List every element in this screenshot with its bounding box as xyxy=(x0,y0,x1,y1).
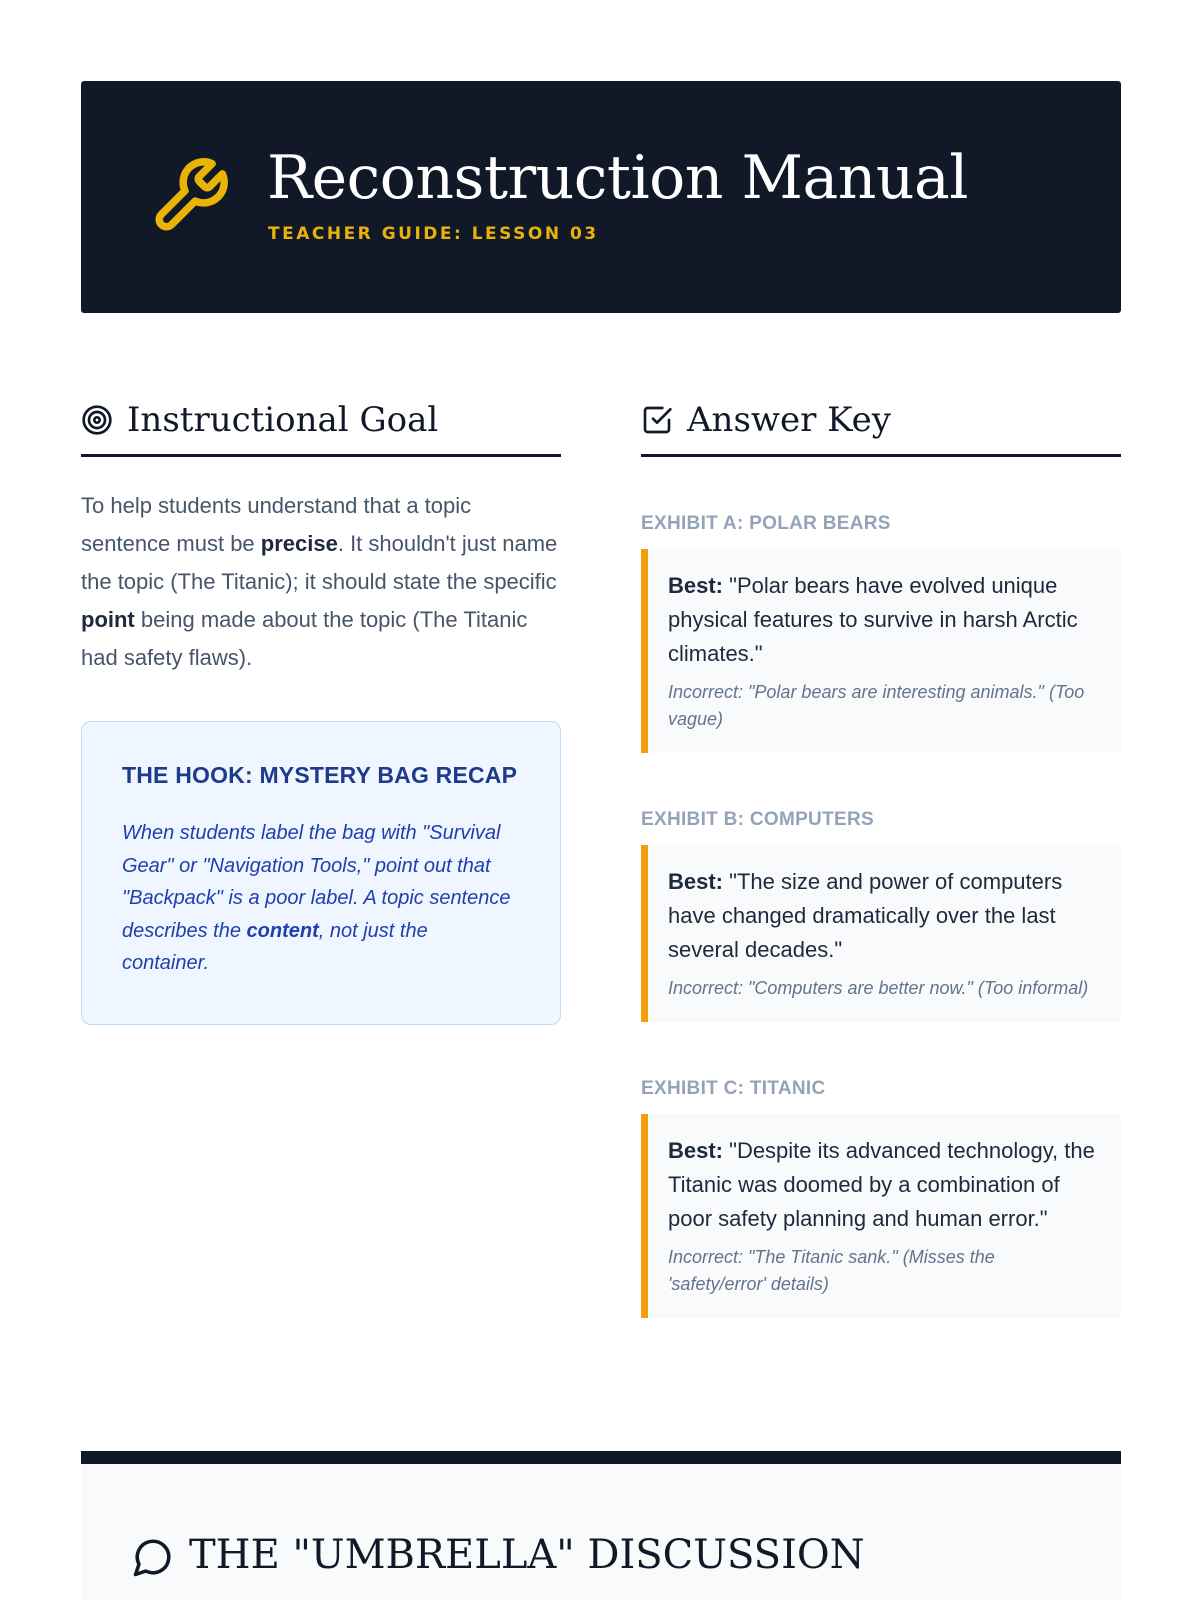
speech-bubble-icon xyxy=(132,1536,174,1578)
hook-callout xyxy=(81,721,561,1025)
exhibit-label: EXHIBIT A: POLAR BEARS xyxy=(641,513,891,534)
section-title: Instructional Goal xyxy=(127,399,439,440)
hook-body: When students label the bag with "Survival Gear" or "Navigation Tools," point out that "Backpack" is a poor label. A topic sentence describes the content, not just the container. xyxy=(122,822,511,974)
best-answer: Best: "Despite its advanced technology, the Titanic was doomed by a combination of poor safety planning and human error." xyxy=(668,1138,1095,1231)
exhibit-c xyxy=(641,1078,1121,1318)
exhibit-card xyxy=(641,549,1121,753)
discussion-title: THE "UMBRELLA" DISCUSSION xyxy=(189,1532,865,1578)
section-title: Answer Key xyxy=(687,399,891,440)
exhibit-b xyxy=(641,809,1121,1022)
target-icon xyxy=(81,404,113,436)
answer-key-section xyxy=(641,395,1121,1318)
goal-paragraph: To help students understand that a topic sentence must be precise. It shouldn't just name the topic (The Titanic); it should state the specific point being made about the topic (The Titanic had safety flaws). xyxy=(81,493,558,670)
exhibit-a xyxy=(641,513,1121,753)
incorrect-answer: Incorrect: "Computers are better now." (Too informal) xyxy=(668,978,1089,998)
section-heading xyxy=(641,395,1121,457)
checkbox-icon xyxy=(641,404,673,436)
exhibit-label: EXHIBIT B: COMPUTERS xyxy=(641,809,874,830)
incorrect-answer: Incorrect: "Polar bears are interesting animals." (Too vague) xyxy=(668,682,1085,729)
exhibit-card xyxy=(641,1114,1121,1318)
incorrect-answer: Incorrect: "The Titanic sank." (Misses the 'safety/error' details) xyxy=(668,1247,995,1294)
exhibit-card xyxy=(641,845,1121,1022)
header-banner xyxy=(81,81,1121,313)
wrench-icon xyxy=(149,155,231,237)
instructional-goal-section xyxy=(81,395,561,1025)
page-subtitle: TEACHER GUIDE: LESSON 03 xyxy=(268,224,599,244)
exhibit-label: EXHIBIT C: TITANIC xyxy=(641,1078,826,1099)
section-heading xyxy=(81,395,561,457)
hook-title: THE HOOK: MYSTERY BAG RECAP xyxy=(122,762,518,788)
page-title: Reconstruction Manual xyxy=(267,143,968,213)
best-answer: Best: "Polar bears have evolved unique physical features to survive in harsh Arctic climates." xyxy=(668,573,1078,666)
discussion-section xyxy=(81,1451,1121,1600)
best-answer: Best: "The size and power of computers have changed dramatically over the last several decades." xyxy=(668,869,1063,962)
